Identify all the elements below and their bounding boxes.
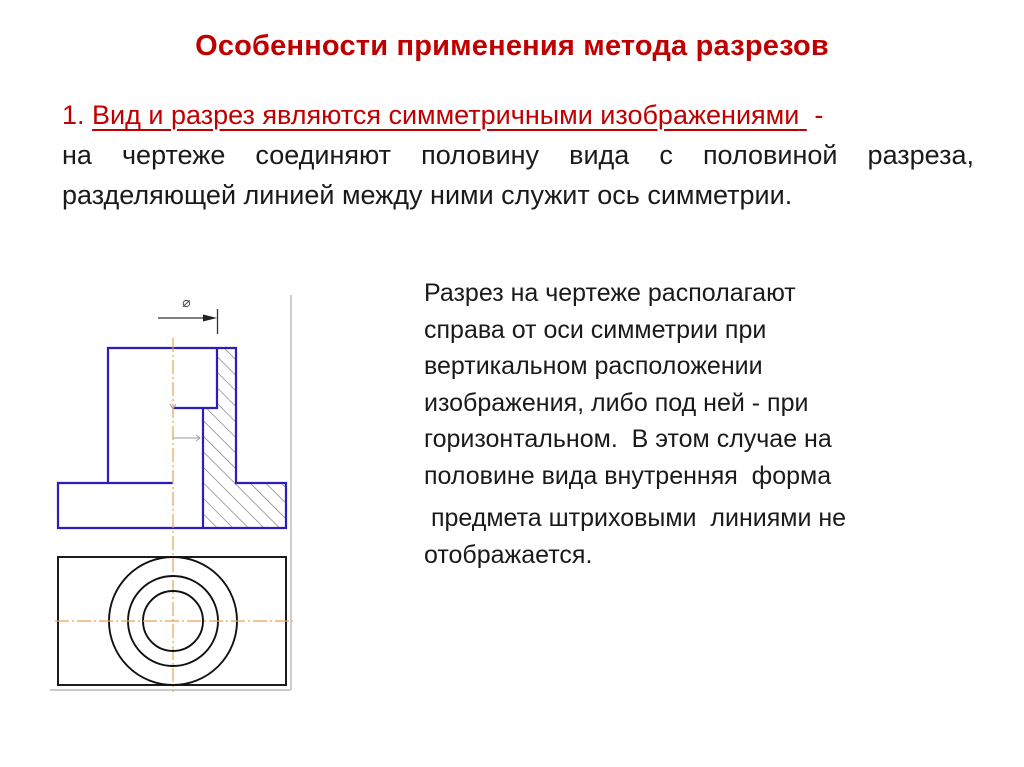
axis-marks <box>170 404 200 441</box>
intro-line-2: на чертеже соединяют половину вида с половиной разреза, <box>62 140 974 170</box>
description-line: справа от оси симметрии при <box>424 315 767 344</box>
intro-line-3: разделяющей линией между ними служит ось симметрии. <box>62 180 793 210</box>
technical-drawing <box>0 0 400 767</box>
description-paragraph <box>424 275 984 573</box>
description-line: отображается. <box>424 540 593 569</box>
intro-heading: Вид и разрез являются симметричными изображениями <box>92 100 800 130</box>
description-line: изображения, либо под ней - при <box>424 388 809 417</box>
intro-number: 1. <box>62 100 85 130</box>
description-line: Разрез на чертеже располагают <box>424 279 796 307</box>
diameter-symbol: ⌀ <box>181 295 191 311</box>
description-line: половине вида внутренняя форма <box>424 461 832 490</box>
section-hatch-area <box>203 348 286 528</box>
description-line: вертикальном расположении <box>424 352 763 380</box>
slide-title: Особенности применения метода разрезов <box>195 30 829 62</box>
description-line: горизонтальном. В этом случае на <box>424 425 832 453</box>
description-line: предмета штриховыми линиями не <box>424 504 847 532</box>
diameter-dimension <box>158 295 218 334</box>
intro-heading-dash-space <box>799 100 807 130</box>
intro-dash: - <box>814 100 824 130</box>
